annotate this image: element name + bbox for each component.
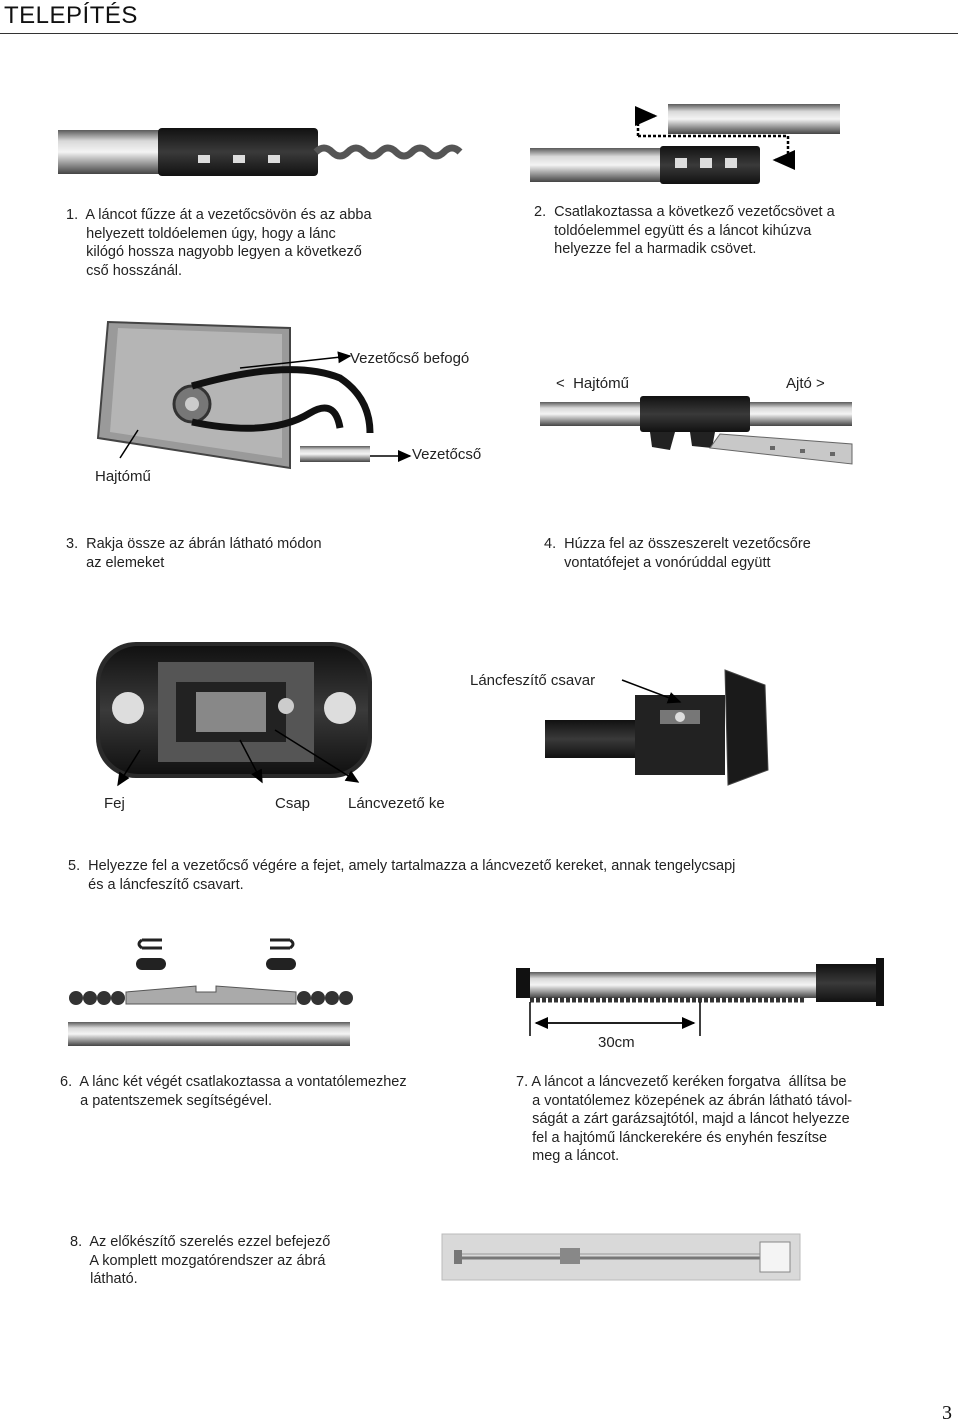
step8-caption: 8. Az előkészítő szerelés ezzel befejező A komplett mozgatórendszer az ábrá látható. — [70, 1234, 331, 1287]
label-distance: 30cm — [598, 1034, 635, 1051]
step2-caption: 2. Csatlakoztassa a következő vezetőcsövet a toldóelemmel együtt és a láncot kihúzva helyezze fel a harmadik csövet. — [534, 204, 835, 257]
step4-image — [540, 392, 856, 472]
step5-arrows — [110, 700, 360, 790]
step4-caption: 4. Húzza fel az összeszerelt vezetőcsőre vontatófejet a vonórúddal együtt — [544, 536, 811, 571]
step1-caption: 1. A láncot fűzze át a vezetőcsövön és az abba helyezett toldóelemen úgy, hogy a lánc kilógó hossza nagyobb legyen a következő cső hosszánál. — [66, 207, 372, 279]
step5-tensioner-image — [540, 650, 780, 790]
label-fej: Fej — [104, 795, 125, 812]
label-ajto-direction: Ajtó > — [786, 375, 825, 392]
label-hajtomu: Hajtómű — [95, 468, 151, 485]
label-vezetocso-befogo: Vezetőcső befogó — [350, 350, 470, 367]
step5-caption: 5. Helyezze fel a vezetőcső végére a fejet, amely tartalmazza a láncvezető kereket, annak tengelycsapj és a láncfeszítő csavart. — [68, 858, 736, 893]
header-rule — [0, 33, 958, 34]
step7-image — [516, 958, 888, 1048]
label-lancvezeto: Láncvezető ke — [348, 795, 445, 812]
label-lancfeszito: Láncfeszítő csavar — [470, 672, 596, 689]
label-vezetocso: Vezetőcső — [412, 446, 482, 463]
step2-image — [530, 98, 850, 188]
label-hajtomu-direction: < Hajtómű — [556, 375, 629, 392]
step6-image — [66, 930, 356, 1050]
step8-image — [442, 1234, 802, 1282]
page-title: TELEPÍTÉS — [4, 2, 138, 29]
step6-caption: 6. A lánc két végét csatlakoztassa a vontatólemezhez a patentszemek segítségével. — [60, 1074, 407, 1109]
label-csap: Csap — [275, 795, 311, 812]
page-number: 3 — [942, 1402, 952, 1424]
step7-caption: 7. A láncot a láncvezető keréken forgatva állítsa be a vontatólemez közepének az ábrán látható távol- ságát a zárt garázsajtótól, majd a láncot helyezze fel a hajtómű lánckerekére és enyhén feszítse meg a láncot. — [516, 1074, 853, 1164]
step3-caption: 3. Rakja össze az ábrán látható módon az elemeket — [66, 536, 322, 571]
step1-image — [58, 125, 418, 185]
